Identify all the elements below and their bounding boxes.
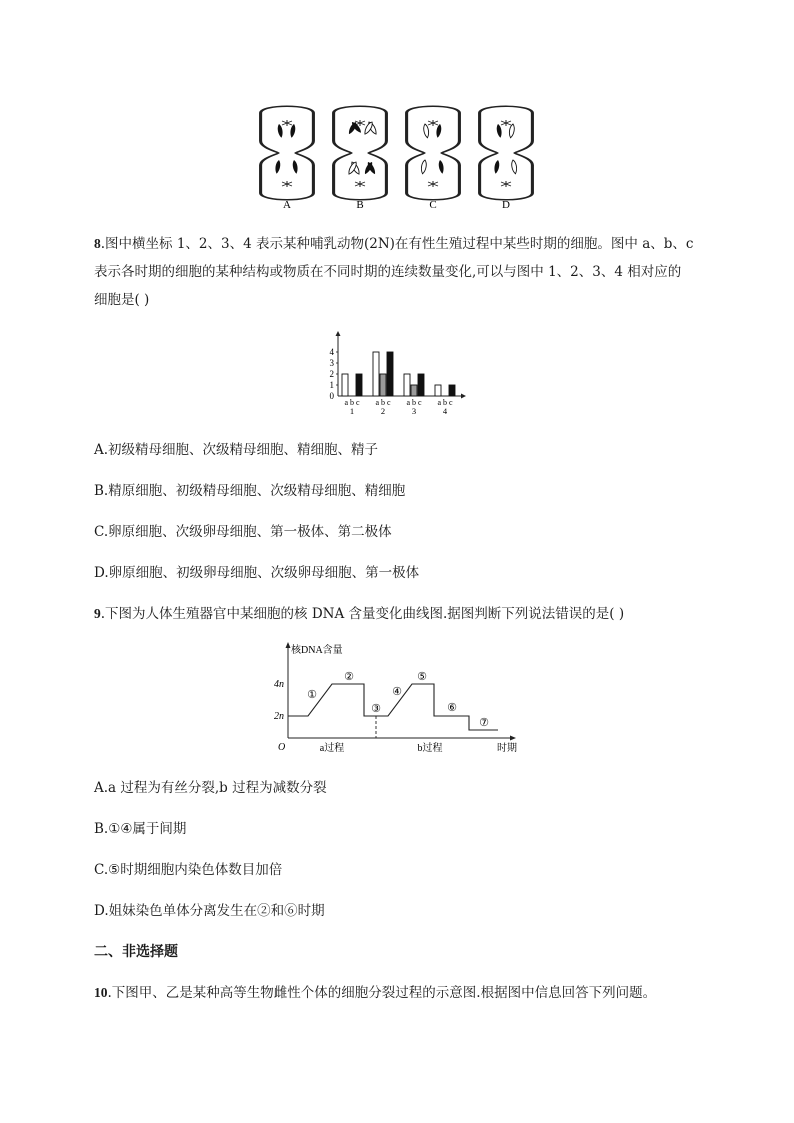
q8-sub-label: a b c bbox=[437, 398, 453, 407]
q9-option-b[interactable]: B.①④属于间期 bbox=[94, 821, 187, 837]
q9-y-4n: 4n bbox=[274, 679, 284, 690]
q8-number: 8 bbox=[94, 236, 101, 251]
q8-stem-line3: 细胞是( ) bbox=[94, 292, 150, 308]
cell-label-a: A bbox=[283, 199, 291, 211]
q8-y-tick-label: 0 bbox=[329, 391, 334, 401]
q8-group-label: 3 bbox=[411, 406, 417, 416]
q9-marker-5: ⑤ bbox=[417, 671, 427, 683]
q8-option-b[interactable]: B.精原细胞、初级精母细胞、次级精母细胞、精细胞 bbox=[94, 483, 406, 499]
q9-stem-text: .下图为人体生殖器官中某细胞的核 DNA 含量变化曲线图.据图判断下列说法错误的是( ) bbox=[100, 606, 625, 622]
q9-ylabel: 核DNA含量 bbox=[291, 645, 343, 656]
cell-a bbox=[261, 106, 314, 200]
q10-stem-text: .下图甲、乙是某种高等生物雌性个体的细胞分裂过程的示意图.根据图中信息回答下列问题。 bbox=[107, 985, 657, 1001]
q8-chart-axes bbox=[336, 331, 467, 399]
q9-stem bbox=[94, 604, 624, 624]
q8-bar-c-1 bbox=[356, 374, 362, 396]
q8-y-tick-label: 1 bbox=[329, 380, 334, 390]
q9-xlabel: 时期 bbox=[497, 743, 517, 754]
cell-label-d: D bbox=[502, 199, 510, 211]
q8-y-tick-label: 4 bbox=[329, 347, 334, 357]
q8-bar-chart bbox=[318, 330, 468, 418]
q8-bar-b-3 bbox=[411, 385, 417, 396]
section-title-non-choice: 二、非选择题 bbox=[94, 944, 178, 960]
q8-bar-a-4 bbox=[435, 385, 441, 396]
cell-c bbox=[407, 106, 460, 200]
q9-marker-4: ④ bbox=[392, 686, 402, 698]
q8-bar-c-2 bbox=[387, 352, 393, 396]
q9-y-2n: 2n bbox=[274, 711, 284, 722]
q9-phase-b: b过程 bbox=[417, 743, 443, 754]
q8-stem-line2: 表示各时期的细胞的某种结构或物质在不同时期的连续数量变化,可以与图中 1、2、3、4 相对应的 bbox=[94, 264, 682, 280]
cell-label-b: B bbox=[356, 199, 364, 211]
q8-bar-a-1 bbox=[342, 374, 348, 396]
q8-sub-label: a b c bbox=[344, 398, 360, 407]
q8-bar-a-3 bbox=[404, 374, 410, 396]
q8-sub-label: a b c bbox=[375, 398, 391, 407]
q8-bar-c-4 bbox=[449, 385, 455, 396]
q9-option-d[interactable]: D.姐妹染色单体分离发生在②和⑥时期 bbox=[94, 903, 325, 919]
q9-option-c[interactable]: C.⑤时期细胞内染色体数目加倍 bbox=[94, 862, 283, 878]
q8-group-label: 4 bbox=[442, 406, 448, 416]
q9-marker-2: ② bbox=[344, 671, 354, 683]
q9-dna-chart bbox=[272, 640, 524, 758]
cell-d bbox=[480, 106, 533, 200]
q8-line1-text: .图中横坐标 1、2、3、4 表示某种哺乳动物(2N)在有性生殖过程中某些时期的细胞。图中 a、b、c bbox=[100, 236, 694, 252]
q8-sub-label: a b c bbox=[406, 398, 422, 407]
q9-marker-6: ⑥ bbox=[447, 702, 457, 714]
q9-phase-a: a过程 bbox=[319, 743, 345, 754]
q8-group-label: 1 bbox=[349, 406, 355, 416]
q9-number: 9 bbox=[94, 606, 101, 621]
q8-bar-a-2 bbox=[373, 352, 379, 396]
q9-marker-7: ⑦ bbox=[479, 717, 489, 729]
q8-bar-b-2 bbox=[380, 374, 386, 396]
q8-stem-line1 bbox=[94, 234, 693, 254]
q8-option-d[interactable]: D.卵原细胞、初级卵母细胞、次级卵母细胞、第一极体 bbox=[94, 565, 420, 581]
cell-b bbox=[334, 106, 387, 200]
q10-number: 10 bbox=[94, 985, 108, 1000]
q9-marker-1: ① bbox=[307, 689, 317, 701]
q8-y-tick-label: 3 bbox=[329, 358, 334, 368]
q8-option-a[interactable]: A.初级精母细胞、次级精母细胞、精细胞、精子 bbox=[94, 442, 379, 458]
q9-marker-3: ③ bbox=[371, 703, 381, 715]
q8-y-tick-label: 2 bbox=[329, 369, 334, 379]
q9-origin: O bbox=[278, 742, 286, 753]
q8-bar-c-3 bbox=[418, 374, 424, 396]
q10-stem bbox=[94, 983, 656, 1003]
q8-group-label: 2 bbox=[380, 406, 386, 416]
q8-option-c[interactable]: C.卵原细胞、次级卵母细胞、第一极体、第二极体 bbox=[94, 524, 392, 540]
cell-division-figure bbox=[250, 100, 550, 212]
q9-option-a[interactable]: A.a 过程为有丝分裂,b 过程为减数分裂 bbox=[94, 780, 327, 796]
cell-label-c: C bbox=[429, 199, 437, 211]
